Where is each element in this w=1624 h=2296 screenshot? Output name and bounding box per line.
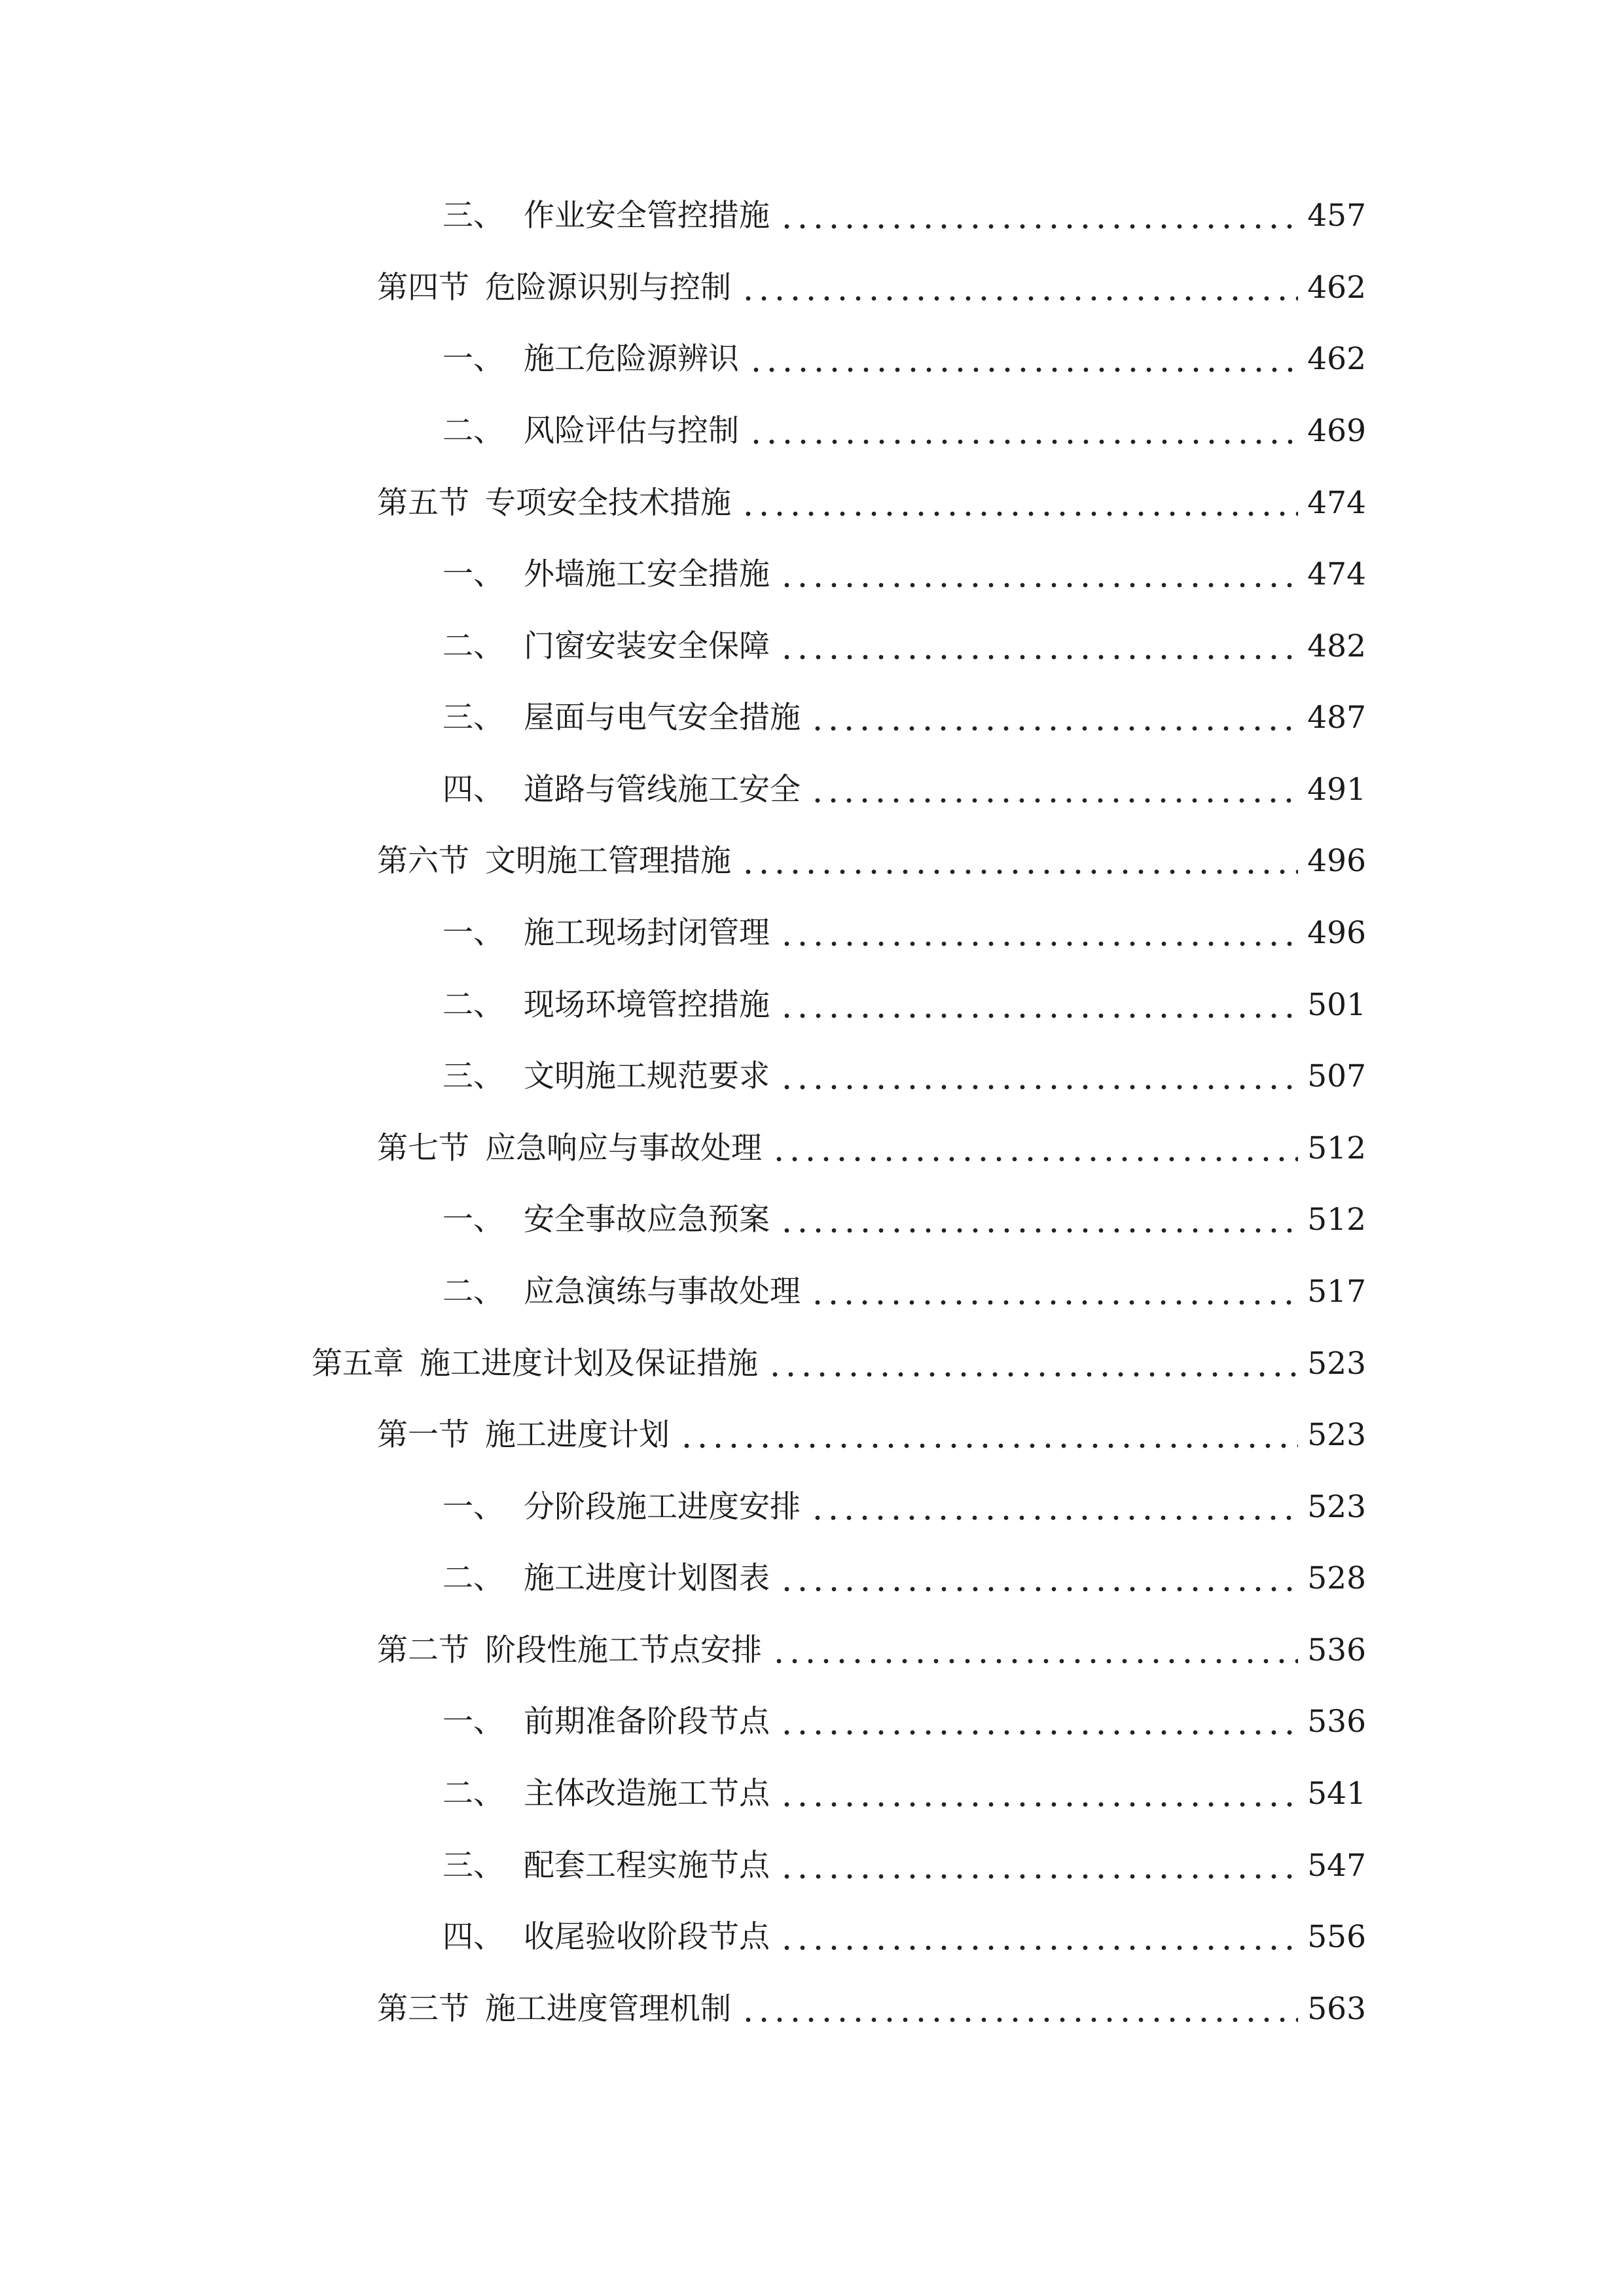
toc-number: 三、 xyxy=(442,1848,504,1884)
dot-leader xyxy=(779,1228,1298,1233)
toc-title: 配套工程实施节点 xyxy=(524,1848,770,1884)
toc-page-number: 462 xyxy=(1307,270,1366,306)
toc-page-number: 491 xyxy=(1307,772,1366,808)
toc-title: 门窗安装安全保障 xyxy=(524,628,770,664)
toc-number: 二、 xyxy=(442,413,504,449)
toc-page-number: 541 xyxy=(1307,1776,1366,1812)
toc-number: 三、 xyxy=(442,700,504,736)
dot-leader xyxy=(810,1300,1298,1305)
toc-number: 一、 xyxy=(442,1489,504,1525)
toc-number: 第二节 xyxy=(377,1632,469,1668)
toc-number: 一、 xyxy=(442,1704,504,1740)
toc-entry[interactable] xyxy=(442,1696,1366,1748)
toc-number: 二、 xyxy=(442,1776,504,1812)
toc-page-number: 523 xyxy=(1307,1417,1366,1453)
toc-entry[interactable] xyxy=(377,477,1366,529)
toc-page-number: 474 xyxy=(1307,556,1366,592)
toc-number: 三、 xyxy=(442,1058,504,1094)
toc-title: 应急演练与事故处理 xyxy=(524,1274,801,1310)
toc-number: 第五章 xyxy=(312,1346,404,1382)
toc-title: 安全事故应急预案 xyxy=(524,1202,770,1238)
toc-title: 前期准备阶段节点 xyxy=(524,1704,770,1740)
toc-entry[interactable] xyxy=(442,1552,1366,1605)
toc-page-number: 563 xyxy=(1307,1991,1366,2027)
dot-leader xyxy=(779,1874,1298,1879)
toc-number: 四、 xyxy=(442,1919,504,1955)
toc-title: 外墙施工安全措施 xyxy=(524,556,770,592)
toc-title: 施工进度管理机制 xyxy=(485,1991,731,2027)
dot-leader xyxy=(779,224,1298,229)
dot-leader xyxy=(779,941,1298,946)
toc-entry[interactable] xyxy=(442,620,1366,673)
dot-leader xyxy=(679,1443,1298,1448)
dot-leader xyxy=(779,1085,1298,1090)
toc-entry[interactable] xyxy=(312,1338,1366,1390)
toc-title: 主体改造施工节点 xyxy=(524,1776,770,1812)
dot-leader xyxy=(740,2017,1298,2022)
toc-title: 现场环境管控措施 xyxy=(524,987,770,1023)
toc-entry[interactable] xyxy=(442,1768,1366,1820)
toc-entry[interactable] xyxy=(442,1481,1366,1534)
dot-leader xyxy=(810,798,1298,803)
dot-leader xyxy=(779,1587,1298,1592)
toc-page-number: 512 xyxy=(1307,1130,1366,1166)
toc-number: 第四节 xyxy=(377,270,469,306)
dot-leader xyxy=(779,1013,1298,1018)
toc-entry[interactable] xyxy=(377,1122,1366,1175)
toc-title: 阶段性施工节点安排 xyxy=(485,1632,762,1668)
toc-title: 分阶段施工进度安排 xyxy=(524,1489,801,1525)
toc-page-number: 496 xyxy=(1307,843,1366,879)
toc-number: 第五节 xyxy=(377,485,469,521)
toc-entry[interactable] xyxy=(442,692,1366,744)
toc-title: 作业安全管控措施 xyxy=(524,198,770,234)
toc-number: 二、 xyxy=(442,1274,504,1310)
toc-entry[interactable] xyxy=(377,1983,1366,2036)
toc-entry[interactable] xyxy=(442,1266,1366,1318)
toc-page-number: 469 xyxy=(1307,413,1366,449)
toc-title: 文明施工管理措施 xyxy=(485,843,731,879)
toc-number: 一、 xyxy=(442,556,504,592)
toc-page-number: 462 xyxy=(1307,341,1366,377)
toc-entry[interactable] xyxy=(442,333,1366,386)
toc-page-number: 556 xyxy=(1307,1919,1366,1955)
dot-leader xyxy=(748,439,1298,444)
toc-number: 第七节 xyxy=(377,1130,469,1166)
toc-page-number: 536 xyxy=(1307,1632,1366,1668)
toc-title: 文明施工规范要求 xyxy=(524,1058,770,1094)
dot-leader xyxy=(771,1157,1298,1162)
toc-number: 三、 xyxy=(442,198,504,234)
toc-title: 施工现场封闭管理 xyxy=(524,915,770,951)
toc-title: 施工进度计划及保证措施 xyxy=(420,1346,758,1382)
toc-title: 专项安全技术措施 xyxy=(485,485,731,521)
toc-title: 风险评估与控制 xyxy=(524,413,739,449)
toc-title: 施工进度计划 xyxy=(485,1417,670,1453)
toc-entry[interactable] xyxy=(442,1194,1366,1246)
toc-page-number: 523 xyxy=(1307,1489,1366,1525)
toc-page-number: 528 xyxy=(1307,1560,1366,1596)
toc-number: 一、 xyxy=(442,341,504,377)
toc-entry[interactable] xyxy=(377,1624,1366,1677)
dot-leader xyxy=(810,726,1298,731)
toc-number: 四、 xyxy=(442,772,504,808)
dot-leader xyxy=(767,1372,1298,1377)
dot-leader xyxy=(771,1659,1298,1664)
toc-entry[interactable] xyxy=(377,1409,1366,1462)
toc-number: 二、 xyxy=(442,628,504,664)
toc-title: 施工进度计划图表 xyxy=(524,1560,770,1596)
toc-page-number: 507 xyxy=(1307,1058,1366,1094)
toc-page-number: 457 xyxy=(1307,198,1366,234)
toc-number: 一、 xyxy=(442,915,504,951)
toc-page-number: 482 xyxy=(1307,628,1366,664)
dot-leader xyxy=(748,367,1298,372)
toc-entry[interactable] xyxy=(442,979,1366,1031)
toc-title: 屋面与电气安全措施 xyxy=(524,700,801,736)
toc-number: 一、 xyxy=(442,1202,504,1238)
toc-title: 收尾验收阶段节点 xyxy=(524,1919,770,1955)
toc-title: 危险源识别与控制 xyxy=(485,270,731,306)
dot-leader xyxy=(740,869,1298,874)
toc-number: 第六节 xyxy=(377,843,469,879)
toc-entry[interactable] xyxy=(442,764,1366,816)
dot-leader xyxy=(779,1802,1298,1807)
toc-entry[interactable] xyxy=(442,405,1366,457)
toc-entry[interactable] xyxy=(442,1911,1366,1964)
dot-leader xyxy=(779,655,1298,660)
dot-leader xyxy=(779,583,1298,588)
toc-number: 二、 xyxy=(442,987,504,1023)
toc-title: 应急响应与事故处理 xyxy=(485,1130,762,1166)
toc-title: 施工危险源辨识 xyxy=(524,341,739,377)
toc-entry[interactable] xyxy=(377,835,1366,888)
toc-number: 第三节 xyxy=(377,1991,469,2027)
dot-leader xyxy=(810,1515,1298,1520)
toc-page-number: 536 xyxy=(1307,1704,1366,1740)
dot-leader xyxy=(779,1945,1298,1950)
toc-title: 道路与管线施工安全 xyxy=(524,772,801,808)
toc-entry[interactable] xyxy=(442,1840,1366,1892)
toc-entry[interactable] xyxy=(442,190,1366,242)
toc-number: 二、 xyxy=(442,1560,504,1596)
toc-entry[interactable] xyxy=(377,262,1366,314)
toc-page-number: 474 xyxy=(1307,485,1366,521)
toc-number: 第一节 xyxy=(377,1417,469,1453)
toc-page-number: 501 xyxy=(1307,987,1366,1023)
dot-leader xyxy=(779,1730,1298,1735)
toc-page-number: 496 xyxy=(1307,915,1366,951)
dot-leader xyxy=(740,511,1298,516)
toc-page-number: 487 xyxy=(1307,700,1366,736)
toc-page-number: 547 xyxy=(1307,1848,1366,1884)
toc-page-number: 517 xyxy=(1307,1274,1366,1310)
toc-page-number: 512 xyxy=(1307,1202,1366,1238)
toc-entry[interactable] xyxy=(442,548,1366,601)
toc-page-number: 523 xyxy=(1307,1346,1366,1382)
toc-entry[interactable] xyxy=(442,907,1366,960)
dot-leader xyxy=(740,296,1298,301)
toc-entry[interactable] xyxy=(442,1050,1366,1103)
